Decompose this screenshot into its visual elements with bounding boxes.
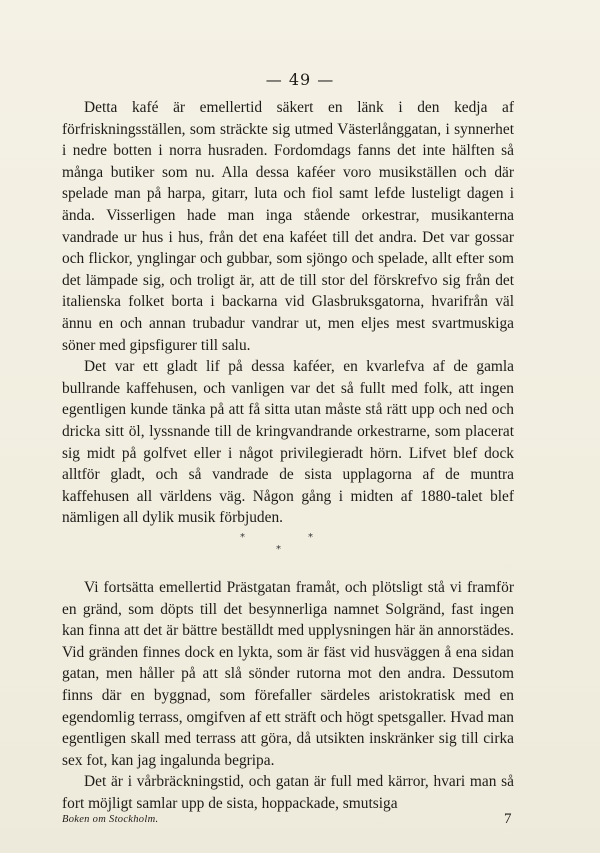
paragraph: Det är i vårbräckningstid, och gatan är full med kärror, hvari man så fort möjligt samlar upp de sista, hoppackade, smutsiga [62,773,514,812]
asterisk: * [240,532,245,543]
book-title-footer: Boken om Stockholm. [62,814,159,825]
text-section-1 [62,97,514,529]
signature-mark: 7 [504,811,512,827]
text-section-2 [62,577,514,815]
paragraph: Detta kafé är emellertid säkert en länk i den kedja af förfriskningsställen, som sträckte sig utmed Västerlånggatan, i synnerhet i nedre botten i norra husraden. Fordomdags fanns det inte hälften så många butiker som nu. Alla dessa kaféer voro musikställen och där spelade man på harpa, gitarr, luta och fiol samt lefde lusteligt dagen i ända. Visserligen hade man inga stående orkestrar, musikanterna vandrade ur hus i hus, från det ena kaféet till det andra. Det var gossar och flickor, ynglingar och gubbar, som sjöngo och spelade, allt efter som det lämpade sig, och troligt är, att de till stor del förskrefvo sig från det italienska folket borta i backarna vid Glasbruksgatorna, hvarifrån väl ännu en och annan trubadur vandrar ut, men eljes mest svartmuskiga söner med gipsfigurer till salu. [62,99,514,354]
paragraph: Vi fortsätta emellertid Prästgatan framåt, och plötsligt stå vi framför en gränd, som döpts till det besynnerliga namnet Solgränd, fast ingen kan finna att det är bättre beställdt med upplysningen här än annorstädes. Vid gränden finnes dock en lykta, som är fäst vid husväggen å ena sidan gatan, men håller på att slå sönder rutorna mot den andra. Dessutom finns där en byggnad, som förefaller särdeles aristokratisk med en egendomlig terrass, omgifven af ett sträft och högt spetsgaller. Hvad man egentligen skall med terrass att göra, då utsikten inskränker sig till cirka sex fot, kan jag ingalunda begripa. [62,579,514,769]
page-number: — 49 — [265,70,335,89]
paragraph: Det var ett gladt lif på dessa kaféer, en kvarlefva af de gamla bullrande kaffehusen, och vanligen var det så fullt med folk, att ingen egentligen kunde tänka på att få sitta utan måste stå rätt upp och ned och dricka sitt öl, lyssnande till de kringvandrande orkestrarne, som placerat sig midt på golfvet eller i något privilegieradt hörn. Lifvet blef dock alltför gladt, och så vandrade de sista upplagorna af de muntra kaffehusen all världens väg. Någon gång i midten af 1880-talet blef nämligen all dylik musik förbjuden. [62,358,514,527]
asterisk: * [308,532,313,543]
section-separator [240,530,330,560]
asterisk: * [276,544,281,555]
